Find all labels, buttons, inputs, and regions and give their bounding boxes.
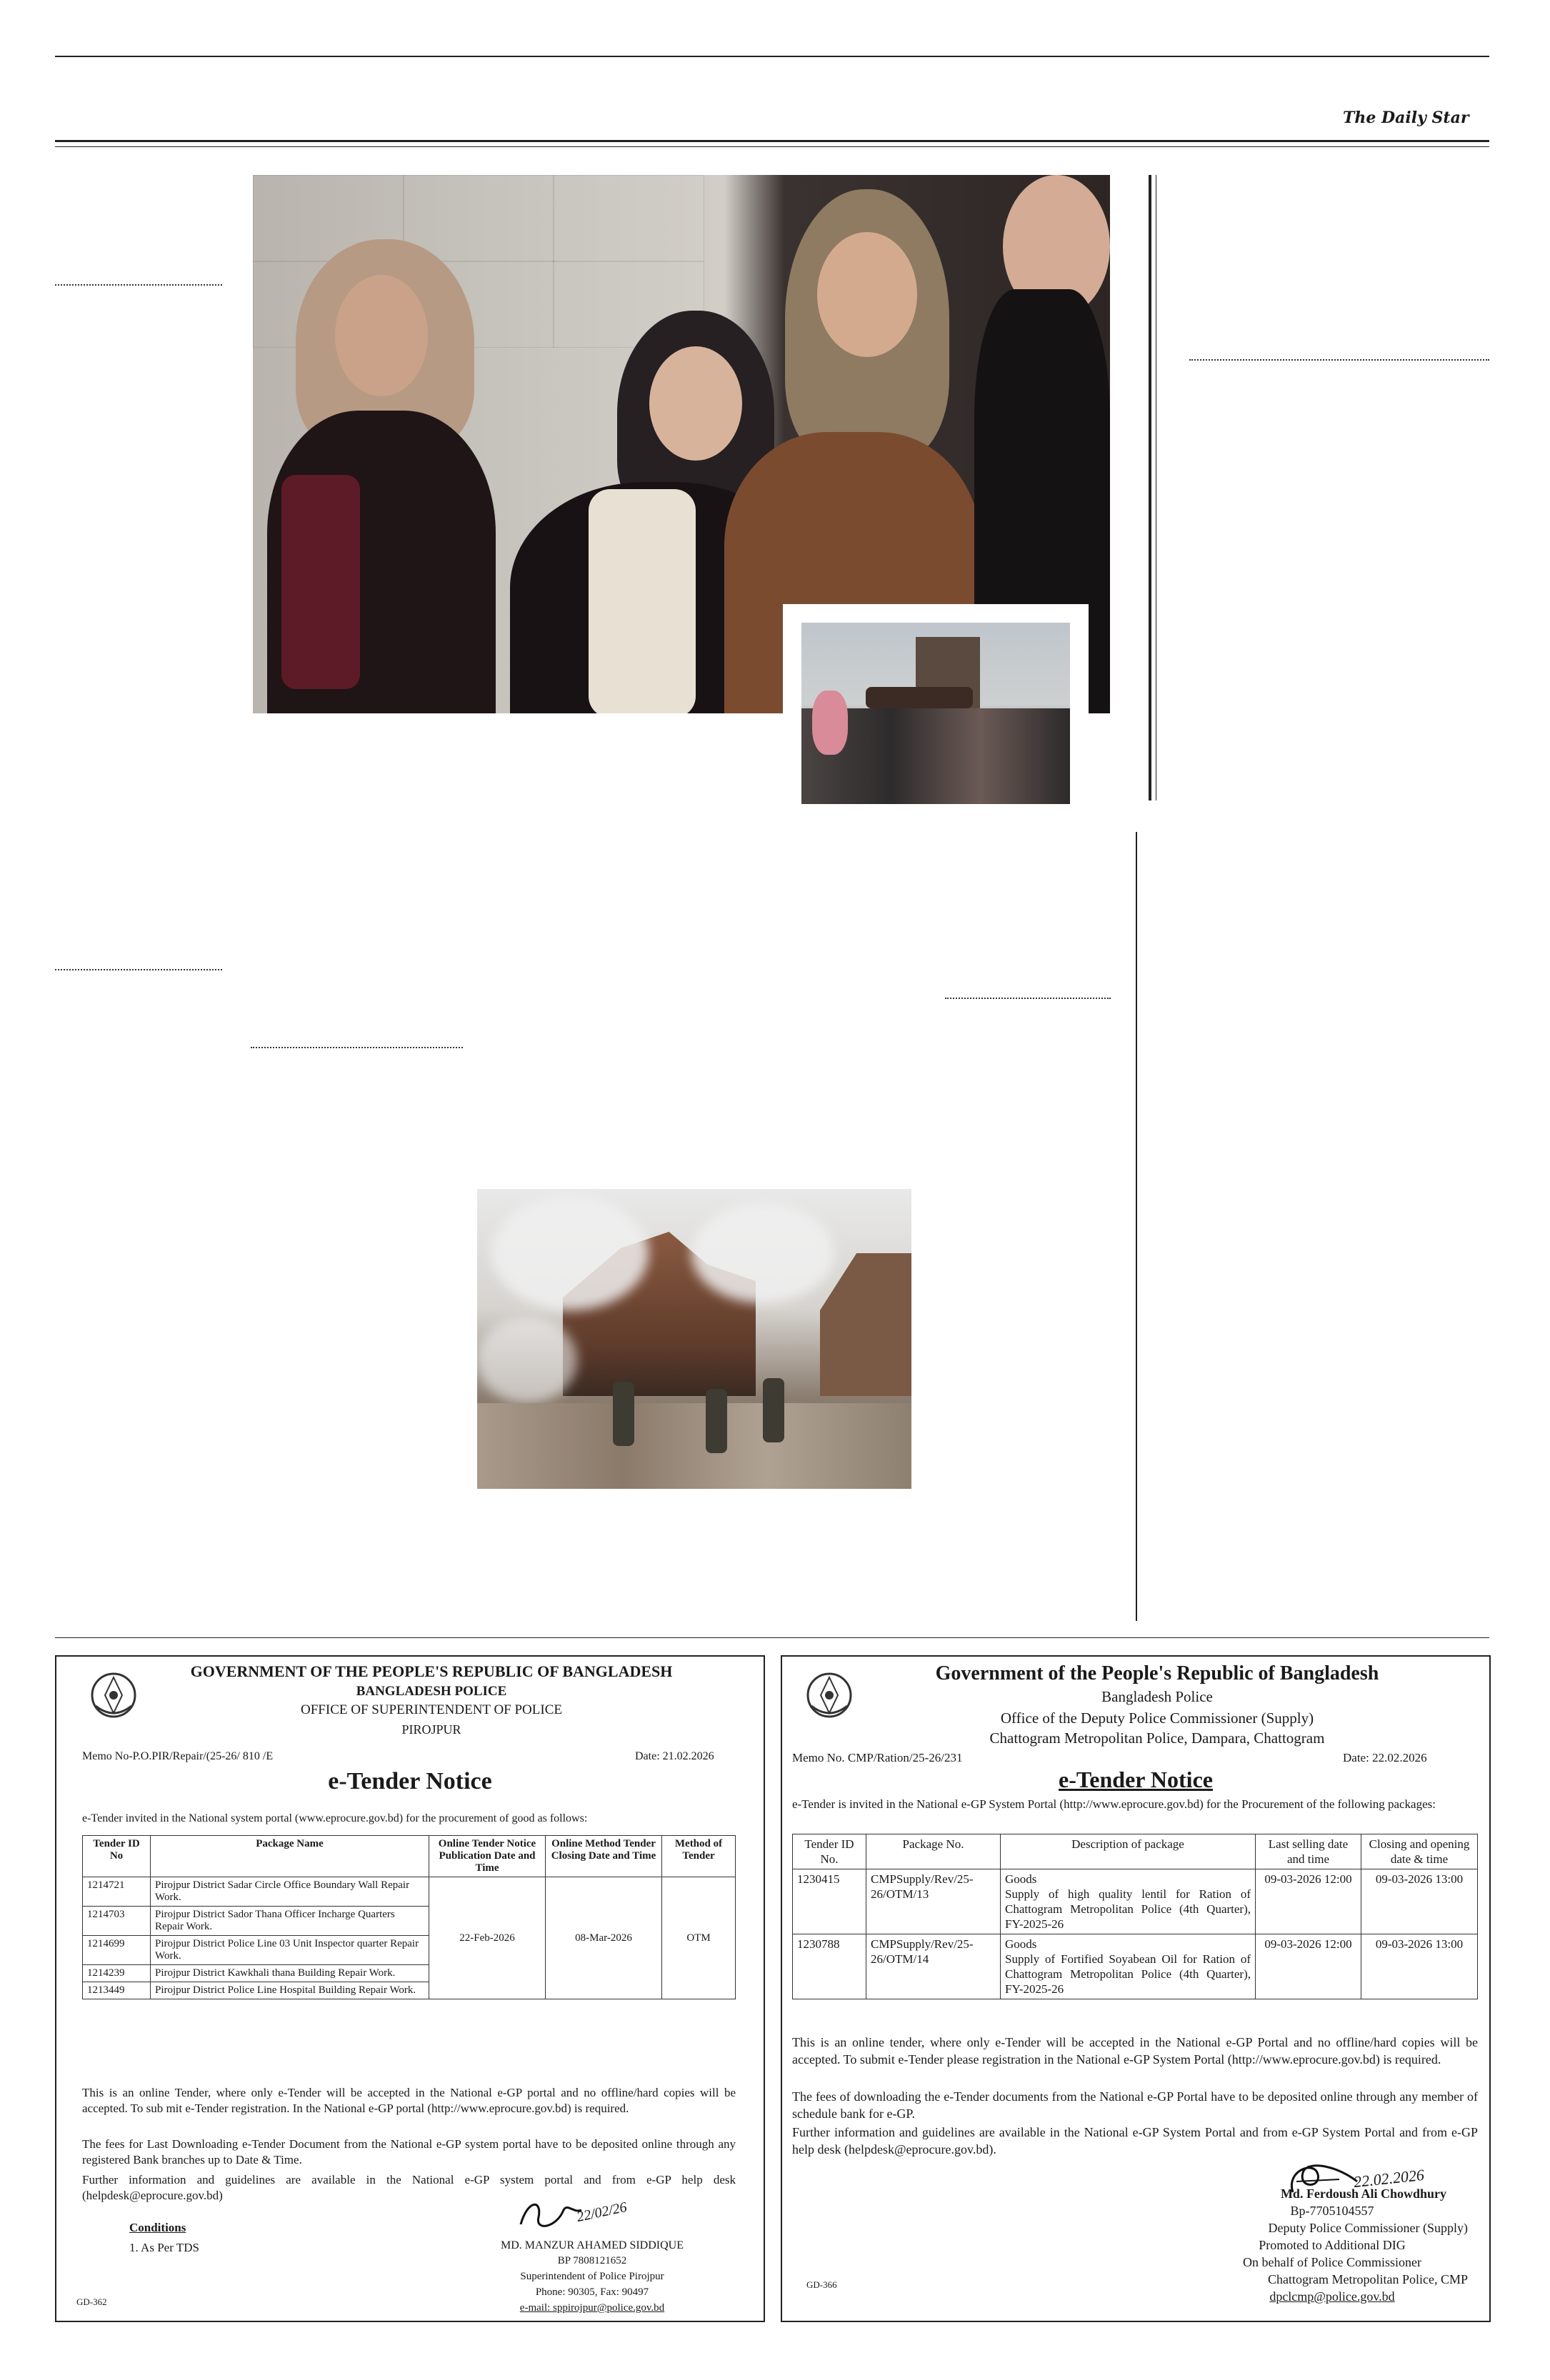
signer-designation: Chattogram Metropolitan Police, CMP xyxy=(1268,2272,1468,2286)
separator xyxy=(55,284,222,286)
condition-item: 1. As Per TDS xyxy=(129,2241,199,2254)
signer-designation: On behalf of Police Commissioner xyxy=(1243,2255,1421,2269)
memo-number: Memo No. CMP/Ration/25-26/231 xyxy=(792,1751,963,1764)
table-row xyxy=(83,1877,736,1907)
separator xyxy=(251,1047,463,1048)
tender-id: 1214703 xyxy=(83,1907,151,1936)
signer-name: Md. Ferdoush Ali Chowdhury xyxy=(1280,2186,1446,2201)
signer-email: dpclcmp@police.gov.bd xyxy=(1269,2289,1395,2304)
ad-code: GD-366 xyxy=(806,2279,837,2290)
top-rule xyxy=(55,56,1489,57)
table-row xyxy=(793,1934,1478,1999)
separator xyxy=(1189,359,1489,361)
tender-id: 1214239 xyxy=(83,1965,151,1982)
col-header: Package Name xyxy=(151,1836,429,1877)
last-selling: 09-03-2026 12:00 xyxy=(1256,1869,1361,1934)
memo-date: Date: 21.02.2026 xyxy=(635,1750,714,1762)
package-name: Pirojpur District Sador Thana Officer Incharge Quarters Repair Work. xyxy=(151,1907,429,1936)
conditions-title: Conditions xyxy=(129,2221,186,2234)
package-name: Pirojpur District Sadar Circle Office Boundary Wall Repair Work. xyxy=(151,1877,429,1907)
chattogram-tender-notice xyxy=(781,1655,1491,2322)
notice-title: e-Tender Notice xyxy=(328,1768,492,1794)
table-row xyxy=(793,1869,1478,1934)
funeral-crowd-inset-photo xyxy=(783,604,1089,811)
tender-id: 1214699 xyxy=(83,1936,151,1965)
masthead-logo: The Daily Star xyxy=(1343,109,1469,127)
gov-title: GOVERNMENT OF THE PEOPLE'S REPUBLIC OF BANGLADESH xyxy=(190,1662,673,1680)
dept-title: BANGLADESH POLICE xyxy=(356,1684,507,1699)
notice-paragraph: This is an online tender, where only e-Tender will be accepted in the National e-GP Portal and no offline/hard copies will be accepted. To submit e-Tender please registration in the National e-GP System Portal (http://www.eprocure.gov.bd) is required. xyxy=(792,2035,1478,2067)
col-header: Last selling date and time xyxy=(1256,1834,1361,1869)
notices-top-rule xyxy=(55,1637,1489,1638)
notice-paragraph: This is an online Tender, where only e-Tender will be accepted in the National e-GP portal and no offline/hard copies will be accepted. To sub mit e-Tender registration. In the National e-GP portal (http://www.eprocure.gov.bd) is required. xyxy=(82,2086,736,2115)
ad-code: GD-362 xyxy=(76,2296,107,2307)
office-title: Office of the Deputy Police Commissioner (Supply) xyxy=(1000,1709,1314,1727)
memo-number: Memo No-P.O.PIR/Repair/(25-26/ 810 /E xyxy=(82,1750,274,1762)
last-selling: 09-03-2026 12:00 xyxy=(1256,1934,1361,1999)
signature xyxy=(514,2196,649,2236)
package-name: Pirojpur District Kawkhali thana Building Repair Work. xyxy=(151,1965,429,1982)
closing-opening: 09-03-2026 13:00 xyxy=(1361,1869,1478,1934)
col-header: Closing and opening date & time xyxy=(1361,1834,1478,1869)
tender-id: 1230415 xyxy=(793,1869,866,1934)
package-name: Pirojpur District Police Line 03 Unit Inspector quarter Repair Work. xyxy=(151,1936,429,1965)
signer-designation: Superintendent of Police Pirojpur xyxy=(520,2271,664,2282)
office-location: Chattogram Metropolitan Police, Dampara, Chattogram xyxy=(989,1729,1325,1747)
office-location: PIROJPUR xyxy=(401,1722,461,1737)
package-name: Pirojpur District Police Line Hospital Building Repair Work. xyxy=(151,1982,429,1999)
tender-id: 1214721 xyxy=(83,1877,151,1907)
notice-intro: e-Tender is invited in the National e-GP System Portal (http://www.eprocure.gov.bd) for the Procurement of the following packages: xyxy=(792,1797,1436,1811)
signer-phone: Phone: 90305, Fax: 90497 xyxy=(535,2286,649,2298)
col-header: Online Tender Notice Publication Date and Time xyxy=(429,1836,546,1877)
closing-opening: 09-03-2026 13:00 xyxy=(1361,1934,1478,1999)
package-type: Goods xyxy=(1005,1872,1037,1886)
destroyed-house-photo xyxy=(477,1189,911,1489)
notice-paragraph: Further information and guidelines are available in the National e-GP system portal and from e-GP help desk (helpdesk@eprocure.gov.bd) xyxy=(82,2173,736,2202)
office-title: OFFICE OF SUPERINTENDENT OF POLICE xyxy=(301,1702,562,1717)
package-no: CMPSupply/Rev/25-26/OTM/13 xyxy=(866,1869,1001,1934)
package-no: CMPSupply/Rev/25-26/OTM/14 xyxy=(866,1934,1001,1999)
notice-intro: e-Tender invited in the National system portal (www.eprocure.gov.bd) for the procurement of good as follows: xyxy=(82,1812,588,1824)
tender-table xyxy=(792,1834,1478,1999)
closing-date: 08-Mar-2026 xyxy=(546,1877,662,1999)
col-header: Method of Tender xyxy=(662,1836,736,1877)
masthead-rule-1 xyxy=(55,140,1489,142)
notice-paragraph: The fees for Last Downloading e-Tender Document from the National e-GP system portal have to be deposited online through any registered Bank branches up to Date & Time. xyxy=(82,2137,736,2166)
tender-method: OTM xyxy=(662,1877,736,1999)
tender-id: 1213449 xyxy=(83,1982,151,1999)
signer-bp: BP 7808121652 xyxy=(557,2255,627,2266)
column-divider-lower xyxy=(1136,832,1137,1621)
dept-title: Bangladesh Police xyxy=(1101,1688,1213,1705)
tender-table xyxy=(82,1835,736,1999)
col-header: Description of package xyxy=(1001,1834,1256,1869)
col-header: Online Method Tender Closing Date and Time xyxy=(546,1836,662,1877)
signature-date: 22.02.2026 xyxy=(1352,2165,1425,2191)
masthead-rule-2 xyxy=(55,146,1489,147)
signer-designation: Deputy Police Commissioner (Supply) xyxy=(1268,2221,1468,2235)
package-detail: Supply of Fortified Soyabean Oil for Ration of Chattogram Metropolitan Police (4th Quarter), FY-2025-26 xyxy=(1005,1952,1251,1996)
pirojpur-tender-notice xyxy=(55,1655,765,2322)
separator xyxy=(55,969,222,970)
notice-title: e-Tender Notice xyxy=(1059,1767,1213,1792)
column-divider-top xyxy=(1149,175,1151,800)
col-header: Tender ID No xyxy=(83,1836,151,1877)
signer-designation: Promoted to Additional DIG xyxy=(1259,2238,1406,2252)
package-type: Goods xyxy=(1005,1937,1037,1951)
tender-id: 1230788 xyxy=(793,1934,866,1999)
col-header: Tender ID No. xyxy=(793,1834,866,1869)
memo-date: Date: 22.02.2026 xyxy=(1343,1751,1427,1764)
notice-paragraph: Further information and guidelines are available in the National e-GP System Portal and from e-GP System Portal and from e-GP help desk (helpdesk@eprocure.gov.bd). xyxy=(792,2125,1478,2156)
signer-email: e-mail: sppirojpur@police.gov.bd xyxy=(519,2302,665,2314)
publication-date: 22-Feb-2026 xyxy=(429,1877,546,1999)
col-header: Package No. xyxy=(866,1834,1001,1869)
notice-paragraph: The fees of downloading the e-Tender documents from the National e-GP Portal have to be deposited online through any member of schedule bank for e-GP. xyxy=(792,2089,1478,2121)
signature-date: 22/02/26 xyxy=(575,2199,629,2226)
gov-title: Government of the People's Republic of Bangladesh xyxy=(935,1662,1379,1684)
signer-name: MD. MANZUR AHAMED SIDDIQUE xyxy=(501,2239,684,2251)
package-description xyxy=(1001,1934,1256,1999)
package-description xyxy=(1001,1869,1256,1934)
package-detail: Supply of high quality lentil for Ration of Chattogram Metropolitan Police (4th Quarter), FY-2025-26 xyxy=(1005,1887,1251,1931)
separator xyxy=(945,998,1111,999)
signer-bp: Bp-7705104557 xyxy=(1290,2204,1374,2218)
